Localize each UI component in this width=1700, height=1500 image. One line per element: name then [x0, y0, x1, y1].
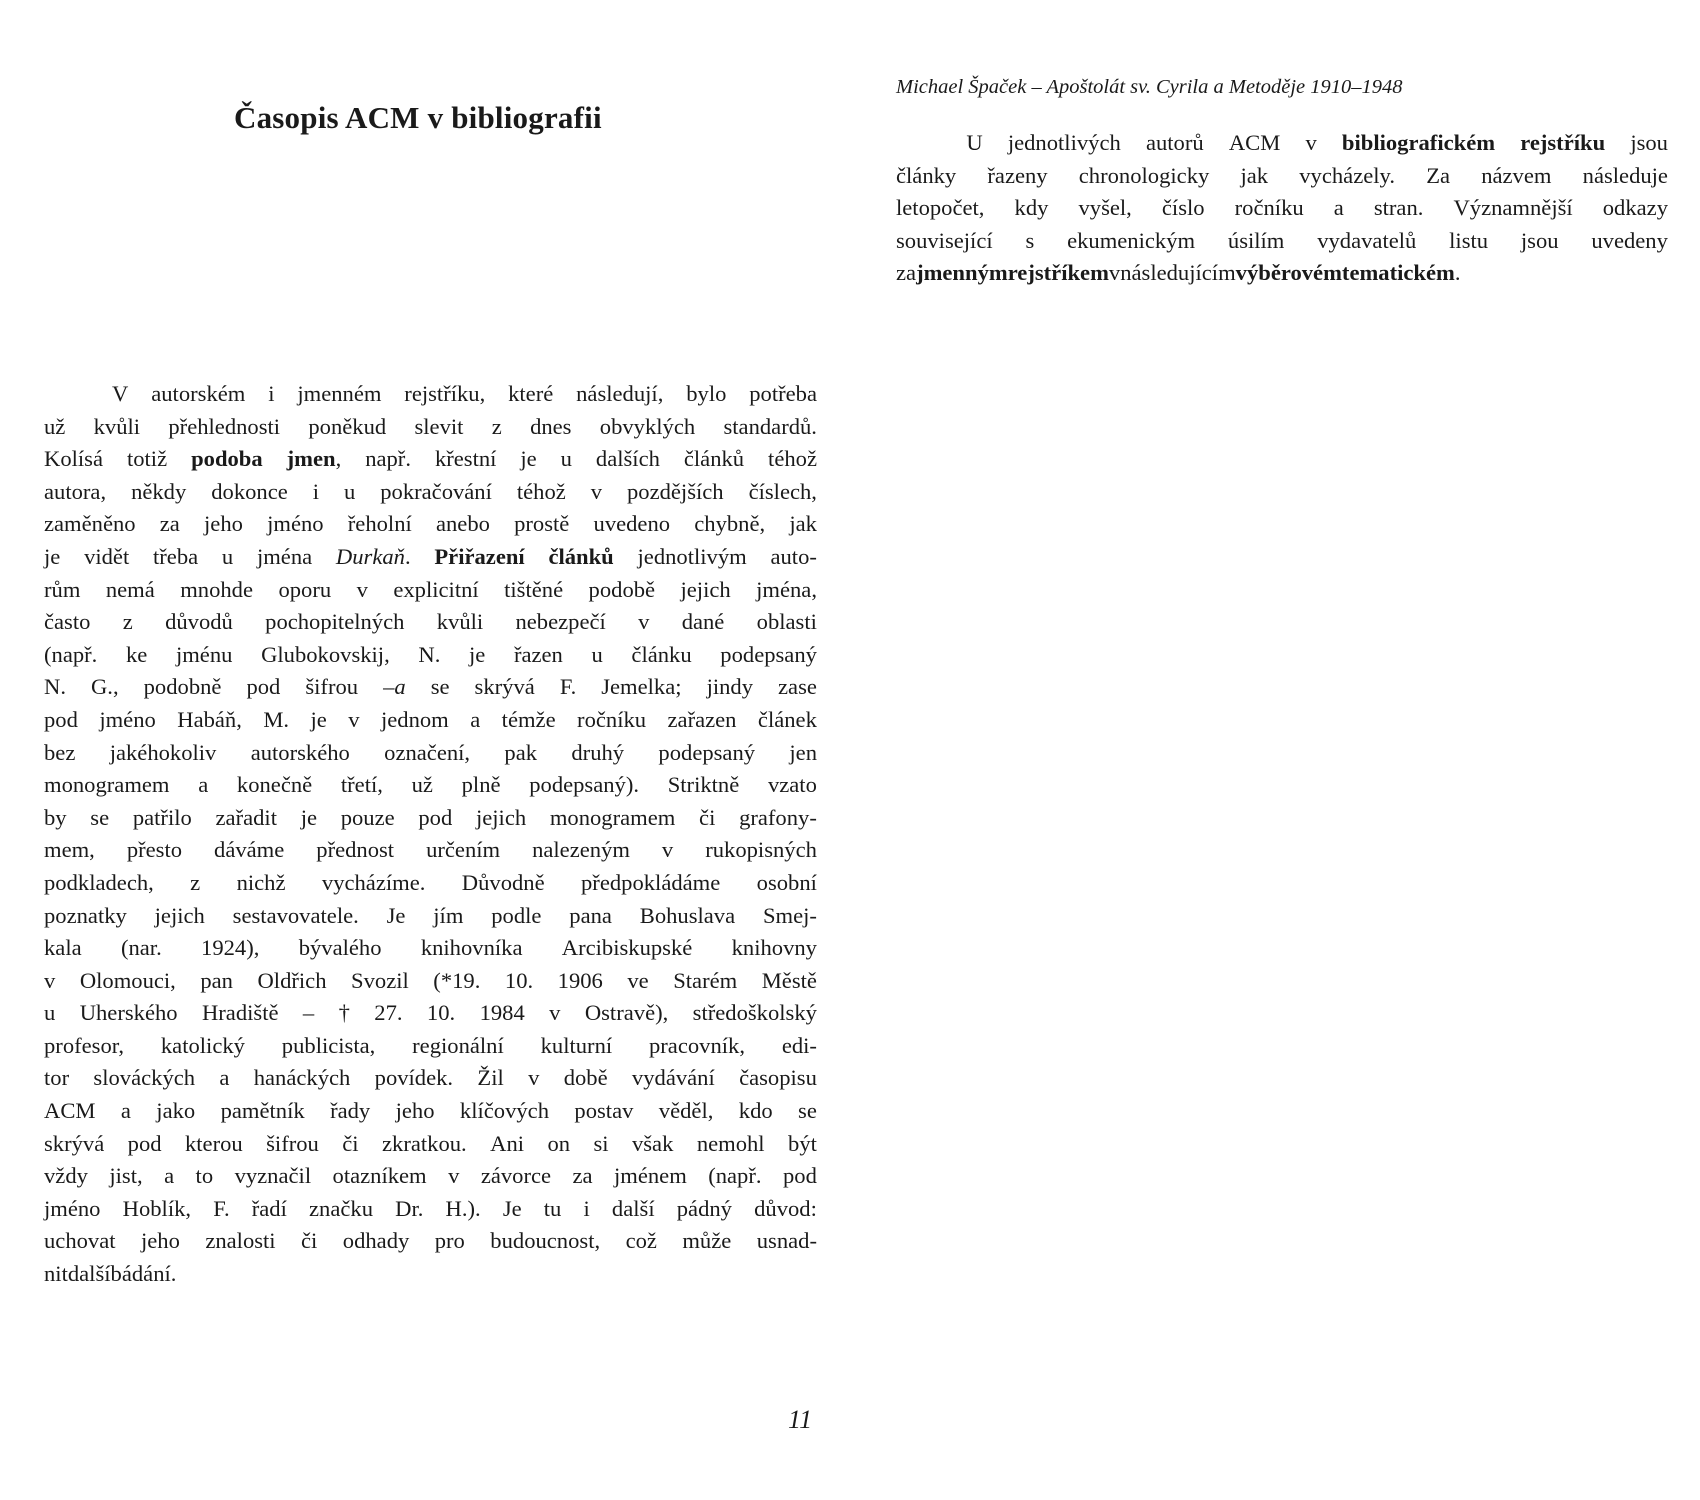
text-line: za jmenným rejstříkem v následujícím výběrovém tematickém. [896, 260, 1461, 286]
text-line: N. G., podobně pod šifrou –a se skrývá F. Jemelka; jindy zase [44, 674, 817, 700]
text-line: rům nemá mnohde oporu v explicitní tištěné podobě jejich jména, [44, 576, 817, 602]
text-line: kala (nar. 1924), bývalého knihovníka Arcibiskupské knihovny [44, 935, 817, 961]
text-line: bez jakéhokoliv autorského označení, pak druhý podepsaný jen [44, 739, 817, 765]
text-line: často z důvodů pochopitelných kvůli nebezpečí v dané oblasti [44, 609, 817, 635]
text-line: mem, přesto dáváme přednost určením nalezeným v rukopisných [44, 837, 817, 863]
text-line: články řazeny chronologicky jak vycházely. Za názvem následuje [896, 162, 1668, 188]
text-line: nit další bádání. [44, 1261, 177, 1287]
text-line: autora, někdy dokonce i u pokračování téhož v pozdějších číslech, [44, 478, 817, 504]
text-line: u Uherského Hradiště – † 27. 10. 1984 v Ostravě), středoškolský [44, 1000, 817, 1026]
text-line: pod jméno Habáň, M. je v jednom a témže ročníku zařazen článek [44, 706, 817, 732]
text-line: v Olomouci, pan Oldřich Svozil (*19. 10. 1906 ve Starém Městě [44, 967, 817, 993]
page-number: 11 [788, 1405, 813, 1434]
text-line: zaměněno za jeho jméno řeholní anebo prostě uvedeno chybně, jak [44, 511, 817, 537]
main-paragraph [44, 378, 817, 1291]
text-line: Kolísá totiž podoba jmen, např. křestní je u dalších článků téhož [44, 446, 817, 472]
text-line: jméno Hoblík, F. řadí značku Dr. H.). Je tu i další pádný důvod: [44, 1195, 817, 1221]
text-line: už kvůli přehlednosti poněkud slevit z dnes obvyklých standardů. [44, 413, 817, 439]
text-line: vždy jist, a to vyznačil otazníkem v závorce za jménem (např. pod [44, 1163, 817, 1189]
text-line: související s ekumenickým úsilím vydavatelů listu jsou uvedeny [896, 227, 1668, 253]
text-line: V autorském i jmenném rejstříku, které následují, bylo potřeba [112, 381, 817, 406]
text-line: monogramem a konečně třetí, už plně podepsaný). Striktně vzato [44, 772, 817, 798]
text-line: profesor, katolický publicista, regionální kulturní pracovník, edi- [44, 1032, 817, 1058]
text-line: tor slováckých a hanáckých povídek. Žil v době vydávání časopisu [44, 1065, 817, 1091]
running-header: Michael Špaček – Apoštolát sv. Cyrila a Metoděje 1910–1948 [896, 76, 1403, 98]
intro-paragraph [896, 127, 1668, 290]
text-line: by se patřilo zařadit je pouze pod jejich monogramem či grafony- [44, 804, 817, 830]
text-line: podkladech, z nichž vycházíme. Důvodně předpokládáme osobní [44, 869, 817, 895]
text-line: (např. ke jménu Glubokovskij, N. je řazen u článku podepsaný [44, 641, 817, 667]
text-line: letopočet, kdy vyšel, číslo ročníku a stran. Významnější odkazy [896, 195, 1668, 221]
text-line: poznatky jejich sestavovatele. Je jím podle pana Bohuslava Smej- [44, 902, 817, 928]
text-line: uchovat jeho znalosti či odhady pro budoucnost, což může usnad- [44, 1228, 817, 1254]
text-line: skrývá pod kterou šifrou či zkratkou. Ani on si však nemohl být [44, 1130, 817, 1156]
text-line: U jednotlivých autorů ACM v bibliografickém rejstříku jsou [966, 130, 1668, 155]
text-line: je vidět třeba u jména Durkaň. Přiřazení článků jednotlivým auto- [44, 543, 817, 569]
text-line: ACM a jako pamětník řady jeho klíčových postav věděl, kdo se [44, 1098, 817, 1124]
page-title: Časopis ACM v bibliografii [234, 100, 602, 135]
